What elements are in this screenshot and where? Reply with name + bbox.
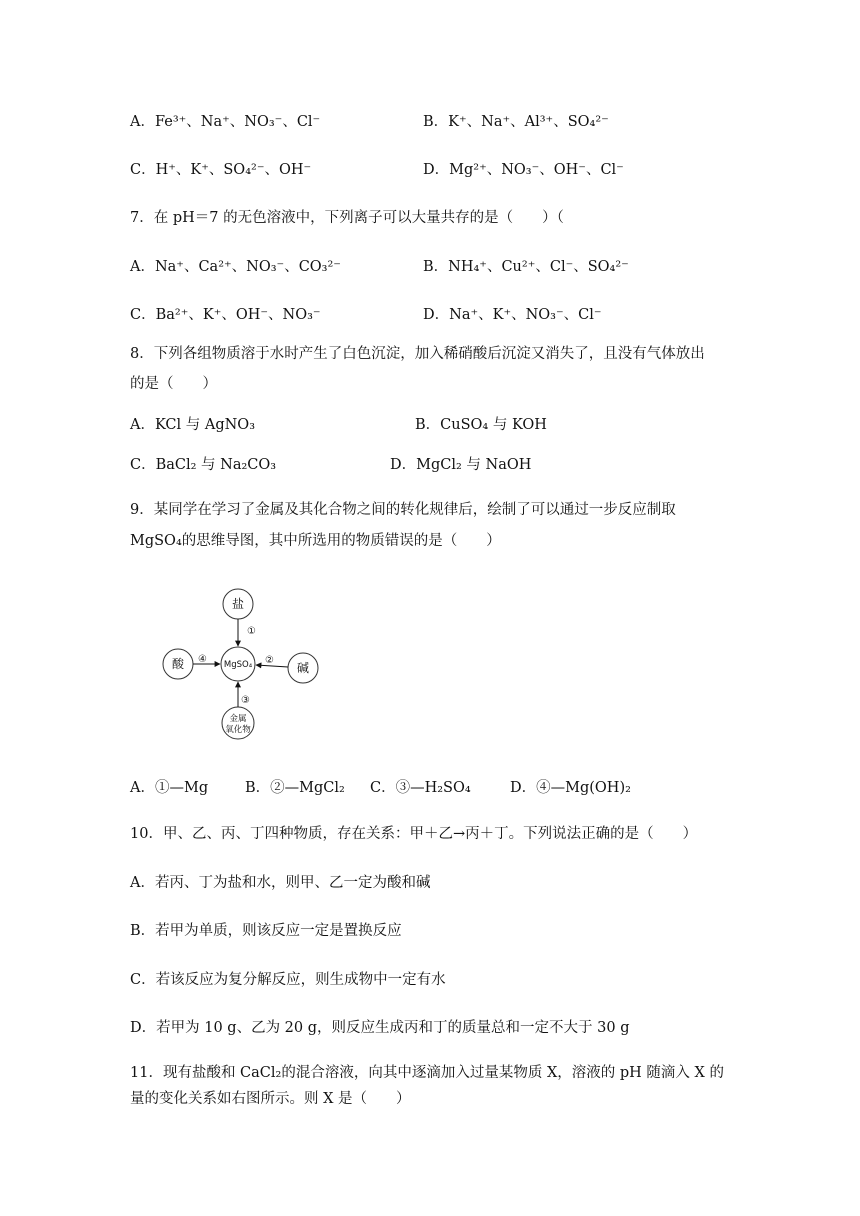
node-acid: 酸 <box>171 657 185 671</box>
q10-option-b: B．若甲为单质，则该反应一定是置换反应 <box>130 923 402 939</box>
node-mgso4: MgSO₄ <box>223 660 253 670</box>
q7-option-c: C．Ba²⁺、K⁺、OH⁻、NO₃⁻ <box>130 307 321 323</box>
q9-stem-line1: 9．某同学在学习了金属及其化合物之间的转化规律后，绘制了可以通过一步反应制取 <box>130 502 676 518</box>
q8-option-d: D．MgCl₂ 与 NaOH <box>390 457 532 473</box>
q6-option-c: C．H⁺、K⁺、SO₄²⁻、OH⁻ <box>130 162 312 178</box>
q9-stem-line2: MgSO₄的思维导图，其中所选用的物质错误的是（ ） <box>130 533 501 549</box>
node-metal-oxide-line1: 金属 <box>229 714 247 724</box>
q6-option-d: D．Mg²⁺、NO₃⁻、OH⁻、Cl⁻ <box>423 162 624 178</box>
q8-option-c: C．BaCl₂ 与 Na₂CO₃ <box>130 457 277 473</box>
q8-option-b: B．CuSO₄ 与 KOH <box>415 417 547 433</box>
mind-map-diagram <box>150 582 350 744</box>
q6-option-a: A．Fe³⁺、Na⁺、NO₃⁻、Cl⁻ <box>130 114 321 130</box>
arrow-label-2: ② <box>265 655 274 666</box>
q10-stem: 10．甲、乙、丙、丁四种物质，存在关系：甲＋乙→丙＋丁。下列说法正确的是（ ） <box>130 826 698 842</box>
q9-option-d: D．④—Mg(OH)₂ <box>510 780 631 796</box>
q10-option-d: D．若甲为 10 g、乙为 20 g，则反应生成丙和丁的质量总和一定不大于 30 g <box>130 1020 630 1036</box>
q7-option-d: D．Na⁺、K⁺、NO₃⁻、Cl⁻ <box>423 307 602 323</box>
q10-option-c: C．若该反应为复分解反应，则生成物中一定有水 <box>130 972 446 988</box>
q9-option-a: A．①—Mg <box>130 780 209 796</box>
q9-option-c: C．③—H₂SO₄ <box>370 780 471 796</box>
node-salt: 盐 <box>231 597 245 611</box>
q6-option-b: B．K⁺、Na⁺、Al³⁺、SO₄²⁻ <box>423 114 609 130</box>
q11-stem-line1: 11．现有盐酸和 CaCl₂的混合溶液，向其中逐滴加入过量某物质 X，溶液的 pH 随滴入 X 的 <box>130 1065 724 1081</box>
arrow-label-4: ④ <box>198 654 207 665</box>
node-base: 碱 <box>296 661 310 675</box>
q10-option-a: A．若丙、丁为盐和水，则甲、乙一定为酸和碱 <box>130 875 431 891</box>
q11-stem-line2: 量的变化关系如右图所示。则 X 是（ ） <box>130 1091 411 1107</box>
arrow-label-3: ③ <box>241 695 250 706</box>
q7-option-b: B．NH₄⁺、Cu²⁺、Cl⁻、SO₄²⁻ <box>423 259 629 275</box>
node-metal-oxide-line2: 氧化物 <box>225 725 251 735</box>
arrow-label-1: ① <box>247 626 256 637</box>
q8-option-a: A．KCl 与 AgNO₃ <box>130 417 256 433</box>
q9-option-b: B．②—MgCl₂ <box>245 780 345 796</box>
q8-stem-line2: 的是（ ） <box>130 376 217 392</box>
q7-option-a: A．Na⁺、Ca²⁺、NO₃⁻、CO₃²⁻ <box>130 259 341 275</box>
q8-stem-line1: 8．下列各组物质溶于水时产生了白色沉淀，加入稀硝酸后沉淀又消失了，且没有气体放出 <box>130 346 705 362</box>
q7-stem: 7．在 pH＝7 的无色溶液中，下列离子可以大量共存的是（ ）（ <box>130 210 564 226</box>
